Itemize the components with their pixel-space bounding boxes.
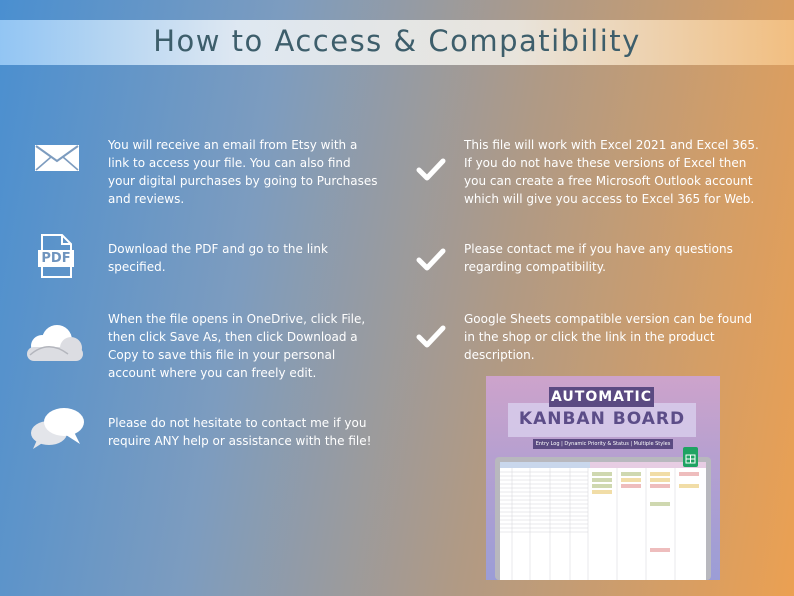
- pdf-file-icon: [38, 234, 74, 278]
- chat-bubbles-icon: [28, 406, 86, 450]
- email-instructions: You will receive an email from Etsy with a link to access your file. You can also find your digital purchases by going to Purchases and reviews.: [108, 138, 378, 206]
- checkmark-icon: [415, 320, 447, 352]
- cloud-icon: [24, 321, 86, 363]
- checkmark-icon: [415, 243, 447, 275]
- google-sheets-icon: [683, 447, 698, 467]
- kanban-title-box: [508, 403, 696, 437]
- pdf-label: PDF: [41, 251, 71, 266]
- spreadsheet-screen: [500, 462, 706, 580]
- excel-compatibility-note: This file will work with Excel 2021 and Excel 365. If you do not have these versions of Excel then you can create a free Microsoft Outlook account which will give you access to Excel 365 for Web.: [464, 138, 759, 206]
- contact-note: Please contact me if you have any questions regarding compatibility.: [464, 242, 733, 274]
- preview-badge: AUTOMATIC: [549, 387, 654, 407]
- preview-subtitle: Entry Log | Dynamic Priority & Status | Multiple Styles: [533, 439, 673, 449]
- laptop-mockup: [495, 457, 711, 580]
- pdf-instructions: Download the PDF and go to the link specified.: [108, 242, 328, 274]
- checkmark-icon: [415, 153, 447, 185]
- help-message: Please do not hesitate to contact me if you require ANY help or assistance with the file!: [108, 416, 372, 448]
- product-preview-image: [486, 376, 720, 580]
- page-title: How to Access & Compatibility: [153, 24, 641, 58]
- onedrive-instructions: When the file opens in OneDrive, click File, then click Save As, then click Download a Copy to save this file in your personal account where you can freely edit.: [108, 312, 366, 380]
- google-sheets-note: Google Sheets compatible version can be found in the shop or click the link in the product description.: [464, 312, 753, 362]
- envelope-icon: [34, 144, 80, 172]
- preview-title: KANBAN BOARD: [518, 409, 686, 429]
